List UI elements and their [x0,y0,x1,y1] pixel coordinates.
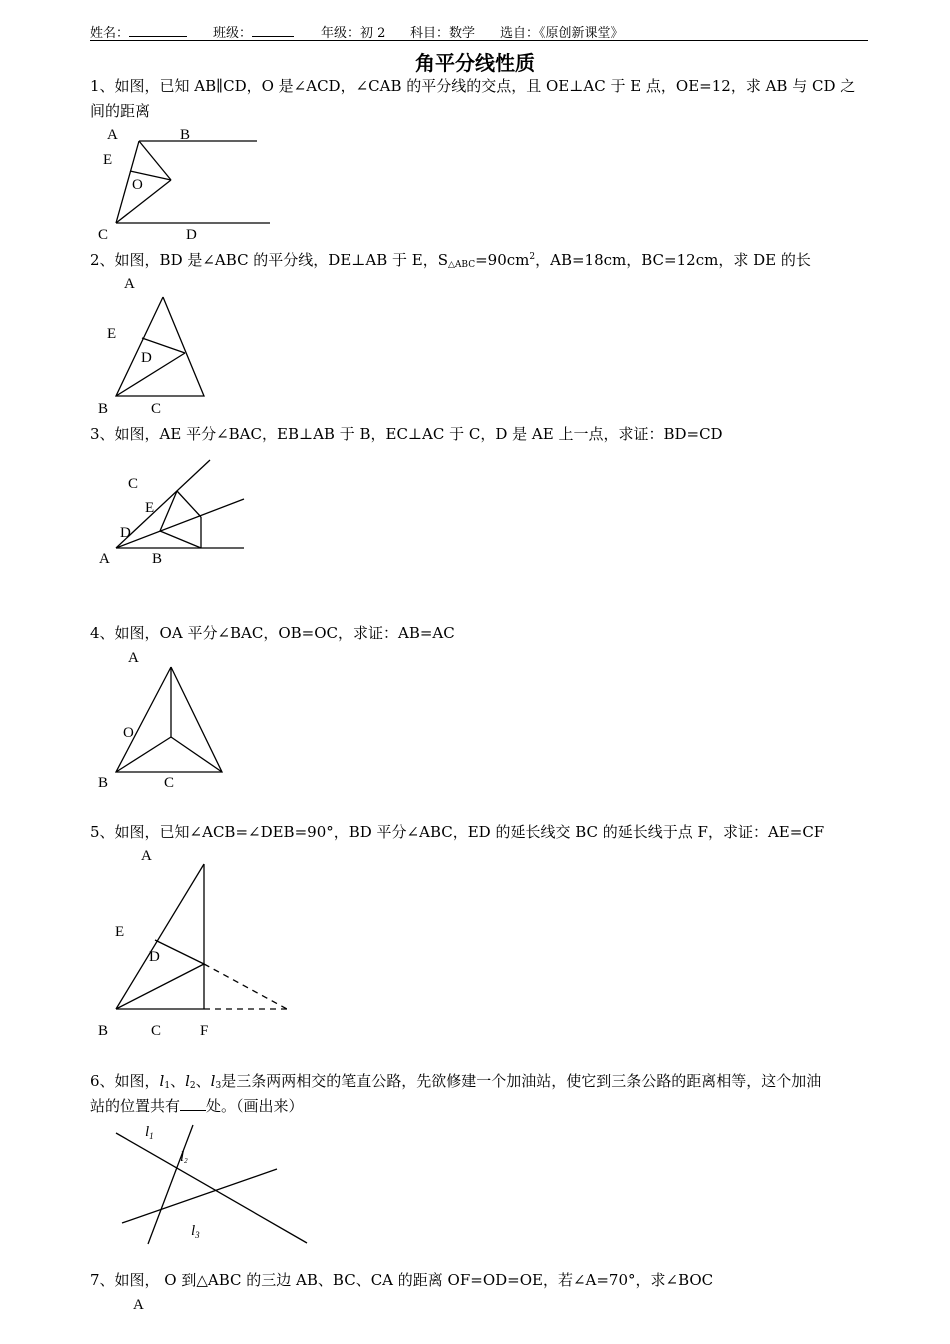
fig5-label-b: B [98,1023,109,1039]
fig4-label-o: O [123,725,134,741]
fig5-label-a: A [141,848,152,864]
figure-2 [98,276,204,417]
fig1-label-c: C [98,227,109,243]
fig1-label-e: E [103,152,113,168]
fig5-label-e: E [115,924,125,940]
question-6-line-2: 站的位置共有 处。（画出来） [90,1097,304,1115]
class-label: 班级： [213,26,253,41]
fig2-label-c: C [151,401,162,417]
fig3-label-d: D [120,525,131,541]
fig5-label-c: C [151,1023,162,1039]
fig6-label-l1: $l_1$ [145,1124,154,1141]
question-6-line-1: 6、如图，$l_1$、$l_2$、$l_3$是三条两两相交的笔直公路，先欲修建一个加油站，使它到三条公路的距离相等，这个加油 [90,1072,822,1091]
fig3-label-e: E [145,500,155,516]
figure-1 [98,127,270,243]
fig2-label-e: E [107,326,117,342]
question-1-line-2: 间的距离 [90,102,151,120]
fig2-label-b: B [98,401,109,417]
question-7-text: 7、如图， O 到△ABC 的三边 AB、BC、CA 的距离 OF=OD=OE，若∠A=70°，求∠BOC [90,1271,714,1289]
fig3-label-a: A [99,551,110,567]
fig5-label-d: D [149,949,160,965]
fig1-label-b: B [180,127,191,143]
source-label: 选自：《原创新课堂》 [500,26,624,41]
figure-3 [99,460,244,567]
fig4-label-a: A [128,650,139,666]
fig3-label-c: C [128,476,139,492]
grade-label: 年级：初 2 [321,26,386,41]
fig5-extension-ed [204,964,287,1009]
subject-label: 科目：数学 [410,26,476,41]
fig6-label-l3: $l_3$ [191,1223,200,1240]
question-5-text: 5、如图，已知∠ACB=∠DEB=90°，BD 平分∠ABC，ED 的延长线交 BC 的延长线于点 F，求证：AE=CF [90,823,825,841]
fig4-label-c: C [164,775,175,791]
fig3-label-b: B [152,551,163,567]
fig7-label-a: A [133,1297,144,1313]
page-title: 角平分线性质 [415,51,535,75]
name-label: 姓名： [90,26,130,41]
fig1-label-a: A [107,127,118,143]
fig2-label-d: D [141,350,152,366]
figure-4 [98,650,222,791]
figure-6 [116,1124,307,1244]
question-1-line-1: 1、如图，已知 AB∥CD，O 是∠ACD，∠CAB 的平分线的交点，且 OE⊥AC 于 E 点，OE=12，求 AB 与 CD 之 [90,77,856,95]
fig4-label-b: B [98,775,109,791]
fig1-label-d: D [186,227,197,243]
fig6-label-l2: l2 [180,1149,188,1165]
fig5-label-f: F [200,1023,209,1039]
figure-7 [133,1297,144,1313]
question-3-text: 3、如图，AE 平分∠BAC，EB⊥AB 于 B，EC⊥AC 于 C，D 是 AE 上一点，求证：BD=CD [90,425,723,443]
fig2-label-a: A [124,276,135,292]
question-4-text: 4、如图，OA 平分∠BAC，OB=OC，求证：AB=AC [90,624,455,642]
question-2-text: 2、如图，BD 是∠ABC 的平分线，DE⊥AB 于 E，$S_{\triangle ABC}=90cm^2$，AB=18cm，BC=12cm，求 DE 的长 [90,251,811,270]
figure-5 [98,848,287,1039]
fig1-label-o: O [132,177,143,193]
